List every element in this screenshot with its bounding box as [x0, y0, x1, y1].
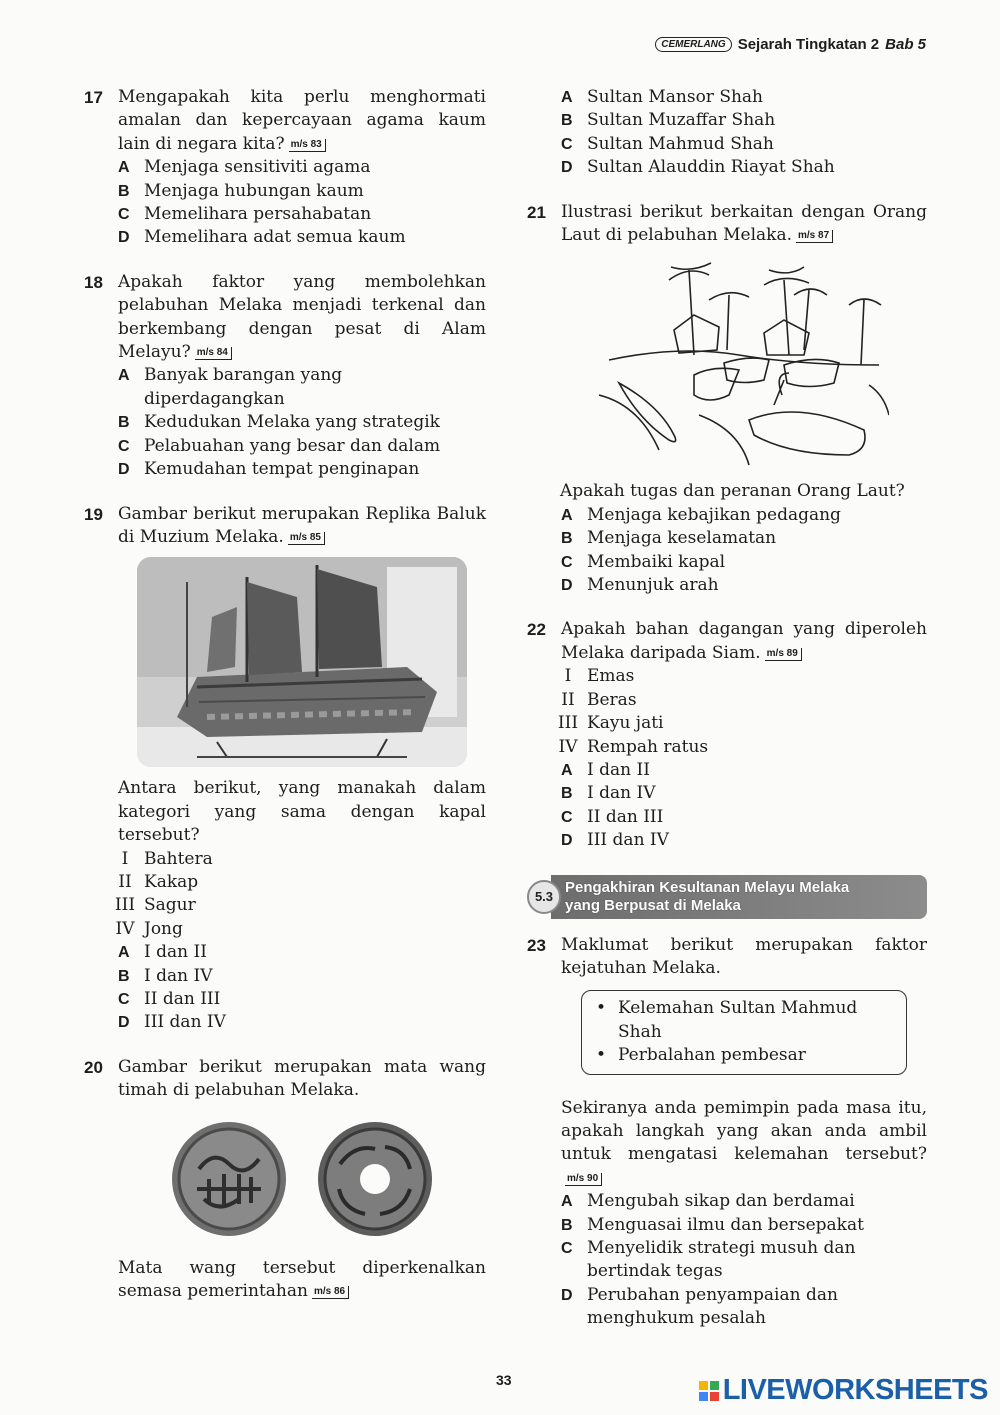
question-number: 21	[527, 202, 546, 222]
question-18	[84, 271, 486, 482]
question-number: 22	[527, 620, 546, 640]
question-number: 17	[84, 88, 103, 107]
question-23	[527, 934, 927, 1331]
option-d[interactable]: D Kemudahan tempat penginapan	[118, 459, 420, 480]
page-ref: m/s 87	[796, 230, 833, 243]
page-header	[655, 36, 926, 53]
question-stem: Ilustrasi berikut berkaitan dengan Orang Laut di pelabuhan Melaka. m/s 87	[561, 201, 927, 246]
orang-laut-illustration	[561, 255, 927, 470]
liveworksheets-brand: LIVEWORKSHEETS	[699, 1374, 988, 1407]
page-ref: m/s 83	[289, 139, 326, 152]
page-ref: m/s 90	[565, 1173, 602, 1186]
book-title: Sejarah Tingkatan 2	[737, 36, 880, 53]
option-b[interactable]: B I dan IV	[561, 783, 656, 804]
roman-item: III Sagur	[114, 895, 196, 916]
roman-item: II Beras	[561, 689, 637, 710]
question-number: 19	[84, 504, 103, 524]
option-c[interactable]: C Pelabuahan yang besar dan dalam	[118, 435, 441, 456]
brand-squares-icon	[699, 1381, 719, 1401]
question-number: 18	[84, 272, 103, 292]
coin-front	[169, 1119, 289, 1239]
info-bullet: • Kelemahan Sultan Mahmud Shah	[596, 998, 858, 1042]
page-number: 33	[496, 1372, 512, 1388]
option-a[interactable]: A Sultan Mansor Shah	[561, 87, 764, 107]
option-b[interactable]: B Kedudukan Melaka yang strategik	[118, 412, 440, 433]
roman-item: I Bahtera	[121, 848, 213, 869]
info-box	[581, 990, 907, 1074]
left-column	[84, 86, 486, 1324]
question-20-options	[527, 86, 927, 180]
option-a[interactable]: A Menjaga kebajikan pedagang	[561, 504, 841, 525]
harbour-drawing	[599, 255, 889, 470]
option-d[interactable]: D III dan IV	[561, 830, 669, 851]
chapter-label: Bab 5	[885, 36, 926, 53]
option-b[interactable]: B Sultan Muzaffar Shah	[561, 110, 776, 131]
info-bullet: • Perbalahan pembesar	[596, 1045, 806, 1066]
question-20	[84, 1056, 486, 1304]
option-c[interactable]: C II dan III	[118, 988, 221, 1009]
option-c[interactable]: C Menyelidik strategi musuh dan bertindak tegas	[561, 1238, 856, 1282]
question-17	[84, 86, 486, 250]
option-d[interactable]: D Sultan Alauddin Riayat Shah	[561, 157, 835, 178]
question-22	[527, 618, 927, 852]
option-d[interactable]: D Perubahan penyampaian dan menghukum pesalah	[561, 1284, 838, 1329]
question-number: 20	[84, 1057, 103, 1077]
roman-item: I Emas	[564, 666, 635, 687]
roman-item: II Kakap	[118, 871, 199, 892]
tin-coins-image	[118, 1119, 486, 1239]
section-number: 5.3	[527, 880, 561, 914]
option-a[interactable]: A Banyak barangan yang diperdagangkan	[118, 365, 343, 409]
page-ref: m/s 86	[312, 1286, 349, 1299]
question-stem-2: Mata wang tersebut diperkenalkan semasa pemerintahan m/s 86	[118, 1257, 486, 1301]
question-number: 23	[527, 935, 546, 955]
ship-image	[137, 557, 467, 767]
right-column	[527, 86, 927, 1352]
section-heading	[527, 874, 927, 920]
question-19	[84, 503, 486, 1035]
option-b[interactable]: B Menjaga hubungan kaum	[118, 180, 364, 201]
section-title: Pengakhiran Kesultanan Melayu Melaka yang Berpusat di Melaka	[551, 875, 927, 919]
option-c[interactable]: C II dan III	[561, 806, 664, 827]
page-ref: m/s 89	[765, 648, 802, 661]
page-ref: m/s 85	[288, 532, 325, 545]
question-stem: Maklumat berikut merupakan faktor kejatuhan Melaka.	[561, 934, 927, 978]
coin-back	[315, 1119, 435, 1239]
option-b[interactable]: B I dan IV	[118, 965, 213, 986]
question-stem: Gambar berikut merupakan Replika Baluk di Muzium Melaka. m/s 85	[118, 503, 486, 547]
roman-item: IV Rempah ratus	[558, 736, 709, 757]
question-stem: Mengapakah kita perlu menghormati amalan dan kepercayaan agama kaum lain di negara kita? m/s 83	[118, 87, 486, 154]
ship-replica-photo	[118, 557, 486, 767]
option-d[interactable]: D III dan IV	[118, 1012, 226, 1033]
page-ref: m/s 84	[195, 347, 232, 360]
question-stem: Apakah faktor yang membolehkan pelabuhan Melaka menjadi terkenal dan berkembang dengan pesat di Alam Melayu? m/s 84	[118, 271, 486, 363]
option-a[interactable]: A Mengubah sikap dan berdamai	[561, 1191, 855, 1212]
option-b[interactable]: B Menjaga keselamatan	[561, 528, 777, 549]
question-stem: Apakah bahan dagangan yang diperoleh Melaka daripada Siam. m/s 89	[561, 619, 927, 663]
option-a[interactable]: A Menjaga sensitiviti agama	[118, 157, 371, 178]
option-b[interactable]: B Menguasai ilmu dan bersepakat	[561, 1214, 864, 1235]
roman-item: III Kayu jati	[557, 713, 664, 734]
question-21	[527, 201, 927, 598]
question-stem-2: Sekiranya anda pemimpin pada masa itu, apakah langkah yang akan anda ambil untuk mengatasi kelemahan tersebut?m/s 90	[561, 1097, 927, 1184]
brand-logo: CEMERLANG	[655, 37, 731, 52]
option-d[interactable]: D Menunjuk arah	[561, 575, 719, 596]
option-a[interactable]: A I dan II	[118, 942, 207, 963]
option-c[interactable]: C Memelihara persahabatan	[118, 204, 372, 225]
option-a[interactable]: A I dan II	[561, 759, 650, 780]
roman-item: IV Jong	[115, 918, 183, 939]
option-d[interactable]: D Memelihara adat semua kaum	[118, 227, 406, 248]
question-stem-2: Apakah tugas dan peranan Orang Laut?	[560, 481, 905, 502]
question-stem: Gambar berikut merupakan mata wang timah di pelabuhan Melaka.	[118, 1056, 486, 1101]
option-c[interactable]: C Sultan Mahmud Shah	[561, 133, 774, 154]
question-stem-2: Antara berikut, yang manakah dalam kategori yang sama dengan kapal tersebut?	[118, 778, 486, 846]
option-c[interactable]: C Membaiki kapal	[561, 551, 726, 572]
